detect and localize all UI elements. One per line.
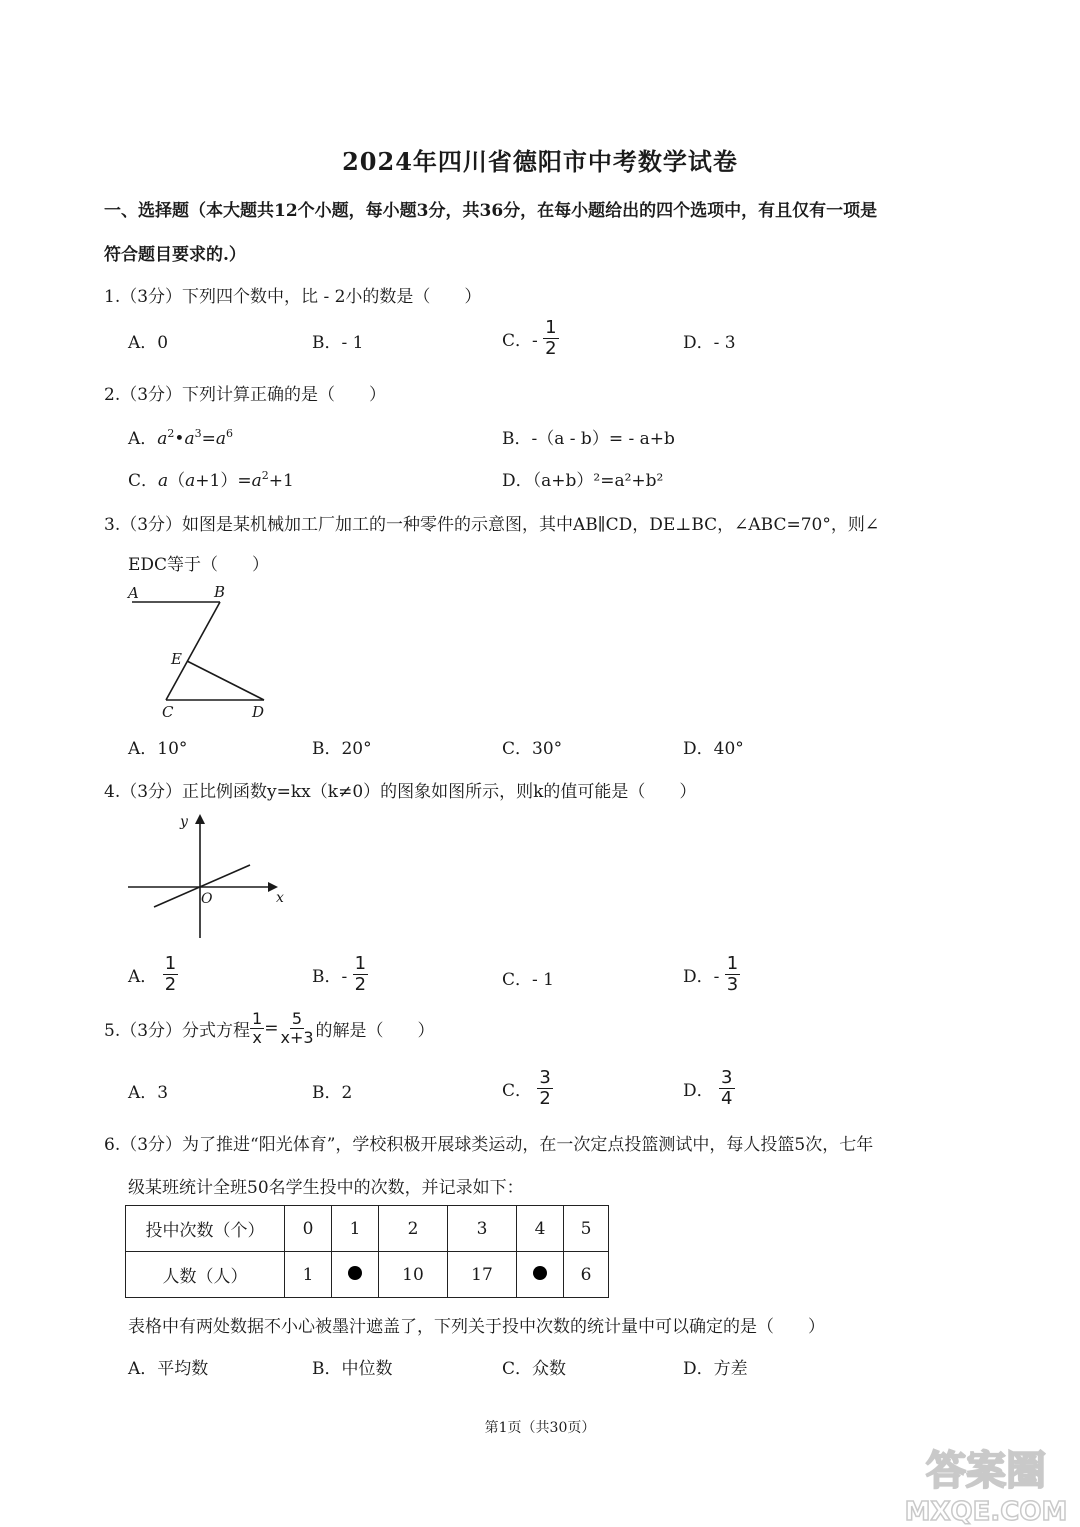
label-a: A <box>128 584 139 602</box>
label-e: E <box>171 650 182 668</box>
section-heading-line2: 符合题目要求的.） <box>104 245 246 265</box>
table-cell: 1 <box>285 1252 332 1298</box>
q4-d-label: D．- <box>683 967 720 987</box>
table-cell: 0 <box>285 1206 332 1252</box>
q5-d-num: 3 <box>721 1067 733 1088</box>
q1-option-a: A．0 <box>128 333 169 353</box>
q4-a-den: 2 <box>164 974 177 995</box>
q5-equals: = <box>264 1018 279 1039</box>
q5-stem <box>104 1010 435 1047</box>
q3-stem-line1: 3.（3分）如图是某机械加工厂加工的一种零件的示意图，其中AB∥CD，DE⊥BC，∠ABC=70°，则∠ <box>104 515 880 535</box>
table-cell: 1 <box>332 1206 379 1252</box>
q6-option-d: D．方差 <box>683 1359 748 1379</box>
q3-option-d: D．40° <box>683 739 744 759</box>
q2-option-b <box>502 424 675 449</box>
label-y: y <box>180 814 188 830</box>
q4-stem: 4.（3分）正比例函数y=kx（k≠0）的图象如图所示，则k的值可能是（ ） <box>104 782 697 802</box>
table-cell <box>332 1252 379 1298</box>
q1-option-d: D．- 3 <box>683 333 736 353</box>
q5-option-d <box>683 1068 735 1109</box>
q5-c-fraction <box>537 1068 552 1109</box>
table-header-cell: 人数（人） <box>126 1252 285 1298</box>
page-footer: 第1页（共30页） <box>484 1420 596 1436</box>
q4-figure <box>120 808 300 943</box>
q6-option-c: C．众数 <box>502 1359 567 1379</box>
y-axis-arrow <box>195 814 205 824</box>
q1-option-c-prefix: C．- <box>502 331 538 351</box>
label-c: C <box>162 703 174 721</box>
table-cell: 4 <box>517 1206 564 1252</box>
q5-f2-num: 5 <box>291 1009 303 1028</box>
q4-option-c: C．- 1 <box>502 970 554 990</box>
q2-option-c: C．$a(a+1)=a^2+1$ <box>128 469 294 491</box>
q3-option-b: B．20° <box>312 739 372 759</box>
label-x: x <box>276 890 284 906</box>
q4-d-fraction <box>725 954 740 995</box>
table-cell <box>517 1252 564 1298</box>
q4-a-label: A． <box>128 967 158 987</box>
q4-b-label: B．- <box>312 967 348 987</box>
q5-c-den: 2 <box>539 1088 551 1109</box>
q2-b-text: -（a - b）= - a+b <box>531 429 675 449</box>
table-row <box>126 1206 609 1252</box>
q5-f1-den: x <box>252 1028 262 1047</box>
label-b: B <box>214 583 226 601</box>
q6-stem-line2: 级某班统计全班50名学生投中的次数，并记录如下： <box>128 1178 524 1198</box>
table-cell: 17 <box>448 1252 517 1298</box>
q5-d-den: 4 <box>721 1088 733 1109</box>
q3-figure <box>120 578 280 723</box>
q4-a-fraction <box>163 954 178 995</box>
watermark-line1: 答案圈 <box>926 1448 1046 1494</box>
q1-c-den: 2 <box>545 338 557 359</box>
q2-d-text: （a+b）²=a²+b² <box>532 471 664 491</box>
segment-de <box>187 661 264 700</box>
q1-stem: 1.（3分）下列四个数中，比 - 2小的数是（ ） <box>104 287 482 307</box>
q4-option-b <box>312 954 368 995</box>
ink-blot <box>348 1266 362 1280</box>
q1-option-c-fraction <box>543 318 558 359</box>
label-o: O <box>201 891 213 907</box>
q1-option-b: B．- 1 <box>312 333 364 353</box>
q4-a-num: 1 <box>164 953 177 974</box>
q4-d-num: 1 <box>726 953 739 974</box>
watermark-line2: MXQE.COM <box>904 1497 1068 1527</box>
q4-b-fraction <box>353 954 368 995</box>
table-cell: 5 <box>564 1206 609 1252</box>
table-header-cell: 投中次数（个） <box>126 1206 285 1252</box>
q5-stem-suffix: 的解是（ ） <box>315 1021 435 1041</box>
q4-b-num: 1 <box>354 953 367 974</box>
score-table <box>125 1205 609 1298</box>
q4-b-den: 2 <box>354 974 367 995</box>
q4-d-den: 3 <box>726 974 739 995</box>
q2-d-label: D． <box>502 471 533 491</box>
q2-stem: 2.（3分）下列计算正确的是（ ） <box>104 385 387 405</box>
q6-stem-line3: 表格中有两处数据不小心被墨汁遮盖了，下列关于投中次数的统计量中可以确定的是（ ） <box>128 1317 825 1337</box>
q5-d-label: D． <box>683 1081 714 1101</box>
q2-a-label: A． <box>128 429 158 449</box>
q3-stem-line2: EDC等于（ ） <box>128 555 270 575</box>
table-cell: 6 <box>564 1252 609 1298</box>
q1-c-num: 1 <box>545 317 557 338</box>
section-heading-line1: 一、选择题（本大题共12个小题，每小题3分，共36分，在每小题给出的四个选项中，有且仅有一项是 <box>104 201 878 221</box>
table-row <box>126 1252 609 1298</box>
ink-blot <box>533 1266 547 1280</box>
q5-stem-prefix: 5.（3分）分式方程 <box>104 1021 251 1041</box>
watermark-logo <box>890 1440 1080 1527</box>
q4-option-d <box>683 954 740 995</box>
table-cell: 3 <box>448 1206 517 1252</box>
q5-fraction-right <box>278 1010 315 1047</box>
table-cell: 2 <box>379 1206 448 1252</box>
q5-fraction-left <box>250 1010 264 1047</box>
q2-b-label: B． <box>502 429 532 449</box>
page-title: 2024年四川省德阳市中考数学试卷 <box>342 147 738 176</box>
q5-d-fraction <box>719 1068 734 1109</box>
q2-c-label: C． <box>128 471 159 491</box>
q3-option-c: C．30° <box>502 739 563 759</box>
q2-option-a: A．$a^2•a^3=a^6$ <box>128 427 233 449</box>
table-cell: 10 <box>379 1252 448 1298</box>
q5-f1-num: 1 <box>252 1009 263 1028</box>
q6-stem-line1: 6.（3分）为了推进“阳光体育”，学校积极开展球类运动，在一次定点投篮测试中，每人投篮5次，七年 <box>104 1135 874 1155</box>
q5-c-num: 3 <box>539 1067 551 1088</box>
q1-option-c <box>502 318 559 359</box>
q5-option-a: A．3 <box>128 1083 169 1103</box>
q2-option-d <box>502 466 663 491</box>
q5-option-b: B．2 <box>312 1083 353 1103</box>
q5-option-c <box>502 1068 553 1109</box>
q5-f2-den: x+3 <box>280 1028 314 1047</box>
q3-option-a: A．10° <box>128 739 188 759</box>
q6-option-b: B．中位数 <box>312 1359 393 1379</box>
q6-option-a: A．平均数 <box>128 1359 209 1379</box>
q5-c-label: C． <box>502 1081 533 1101</box>
q4-option-a <box>128 954 178 995</box>
label-d: D <box>252 703 265 721</box>
